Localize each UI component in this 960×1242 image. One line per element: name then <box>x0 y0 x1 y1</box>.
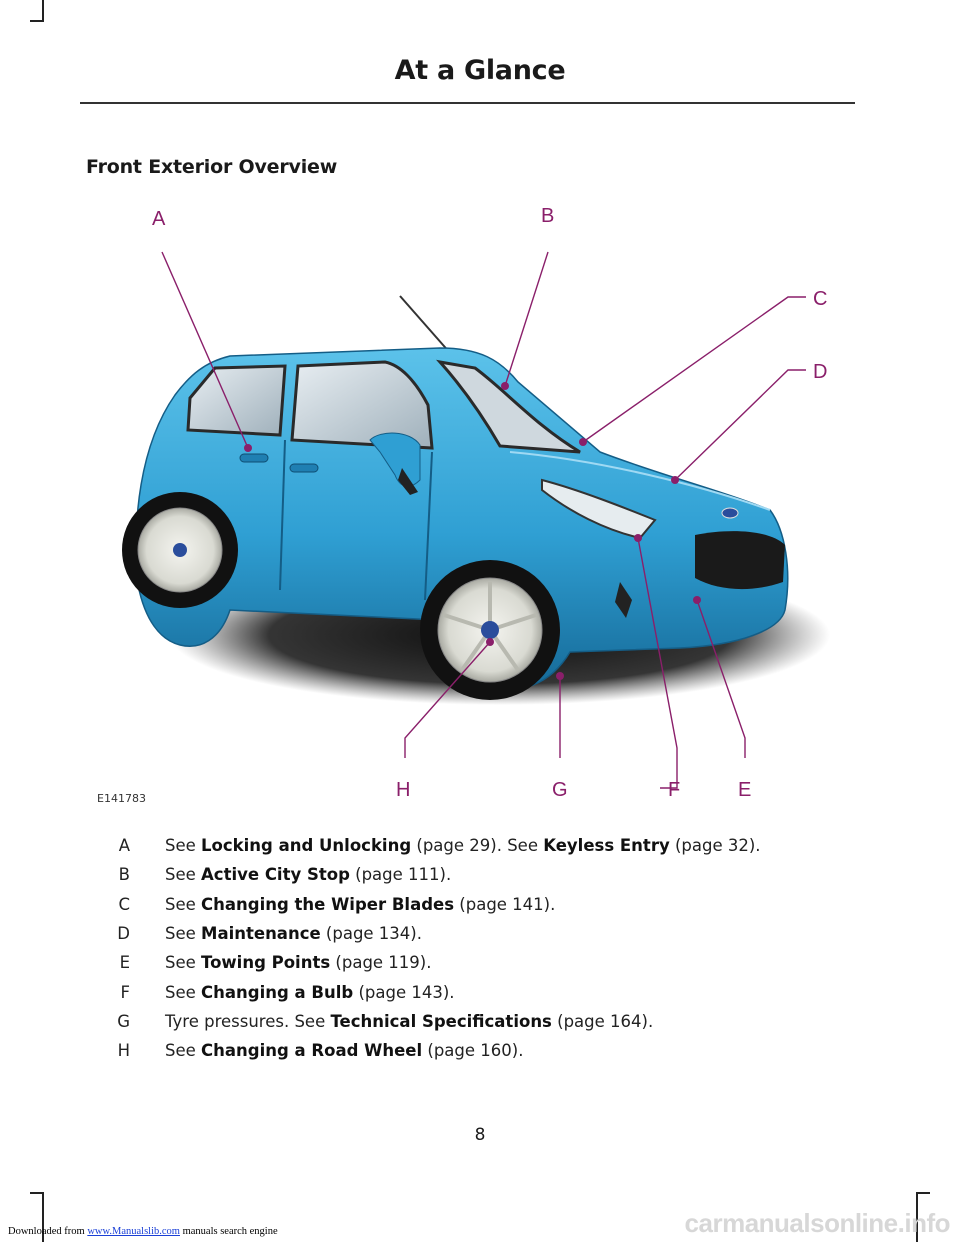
callout-line-d <box>675 370 806 480</box>
callout-letter: B <box>118 865 130 885</box>
page-number: 8 <box>474 1125 486 1145</box>
callout-line-b <box>505 252 548 386</box>
rear-door-handle <box>240 454 268 462</box>
manualslib-link[interactable]: www.Manualslib.com <box>87 1226 180 1237</box>
callout-text-part: Tyre pressures. See <box>165 1011 331 1031</box>
front-grille <box>695 531 785 589</box>
callout-letter: C <box>118 894 130 914</box>
callout-label-b: B <box>541 205 555 227</box>
cross-reference-link[interactable]: Maintenance <box>201 923 321 943</box>
callout-text-part: See <box>165 923 202 943</box>
cross-reference-link[interactable]: Changing the Wiper Blades <box>201 894 455 914</box>
callout-letter: D <box>117 923 130 943</box>
callout-label-f: F <box>668 779 681 801</box>
callout-text-part: (page 141). <box>454 894 556 914</box>
callout-row <box>0 983 960 1011</box>
callout-description <box>165 983 455 1002</box>
callout-row <box>0 1041 960 1069</box>
callout-text-part: (page 160). <box>422 1041 524 1061</box>
callout-label-h: H <box>396 779 411 801</box>
callout-text-part: See <box>165 836 202 855</box>
callout-letter: H <box>117 1041 130 1061</box>
crop-mark <box>42 0 44 22</box>
crop-mark <box>30 20 44 22</box>
callout-row <box>0 1012 960 1040</box>
callout-label-g: G <box>552 779 568 801</box>
front-door-handle <box>290 464 318 472</box>
callout-row <box>0 895 960 923</box>
header-divider <box>80 102 855 104</box>
watermark: carmanualsonline.info <box>684 1208 950 1238</box>
callout-letter: A <box>118 836 130 855</box>
download-note <box>8 1226 278 1237</box>
callout-text-part: (page 134). <box>320 923 422 943</box>
callout-description <box>165 1041 523 1060</box>
cross-reference-link[interactable]: Towing Points <box>201 953 331 973</box>
callout-label-c: C <box>813 288 828 310</box>
callout-text-part: See <box>165 865 202 885</box>
crop-mark <box>30 1192 44 1194</box>
rear-wheel-hub <box>173 543 187 557</box>
section-title: Front Exterior Overview <box>86 156 338 178</box>
callout-text-part: (page 32). <box>669 836 761 855</box>
callout-text-part: See <box>165 953 202 973</box>
callout-text-part: See <box>165 982 202 1002</box>
callout-text-part: (page 111). <box>349 865 452 885</box>
callout-text-part: (page 119). <box>330 953 432 973</box>
front-wheel-hub <box>481 621 499 639</box>
callout-description <box>165 895 555 914</box>
callout-letter: E <box>119 953 130 973</box>
callout-text-part: (page 143). <box>353 982 455 1002</box>
cross-reference-link[interactable]: Keyless Entry <box>543 836 670 855</box>
cross-reference-link[interactable]: Technical Specifications <box>330 1011 552 1031</box>
callout-line-c <box>583 297 806 442</box>
figure-id: E141783 <box>97 792 146 805</box>
callout-description <box>165 865 451 884</box>
cross-reference-link[interactable]: Active City Stop <box>201 865 350 885</box>
callout-row <box>0 865 960 893</box>
callout-description <box>165 836 761 855</box>
callout-description <box>165 1012 653 1031</box>
callout-row <box>0 924 960 952</box>
callout-text-part: See <box>165 1041 202 1061</box>
callout-letter: F <box>120 982 130 1002</box>
download-suffix: manuals search engine <box>179 1226 278 1237</box>
callout-text-part: See <box>165 894 202 914</box>
callout-letter: G <box>117 1011 130 1031</box>
vehicle-illustration <box>80 190 860 810</box>
page-header-title: At a Glance <box>394 55 566 86</box>
cross-reference-link[interactable]: Locking and Unlocking <box>201 836 412 855</box>
callout-label-a: A <box>152 208 166 230</box>
callout-text-part: (page 29). See <box>411 836 544 855</box>
download-prefix: Downloaded from <box>8 1226 88 1237</box>
callout-description <box>165 924 422 943</box>
callout-description <box>165 953 431 972</box>
callout-label-d: D <box>813 361 828 383</box>
cross-reference-link[interactable]: Changing a Road Wheel <box>201 1041 423 1061</box>
callout-label-e: E <box>738 779 752 801</box>
callout-row <box>0 836 960 864</box>
ford-badge <box>722 508 738 518</box>
cross-reference-link[interactable]: Changing a Bulb <box>201 982 354 1002</box>
callout-row <box>0 953 960 981</box>
callout-text-part: (page 164). <box>551 1011 654 1031</box>
crop-mark <box>916 1192 930 1194</box>
